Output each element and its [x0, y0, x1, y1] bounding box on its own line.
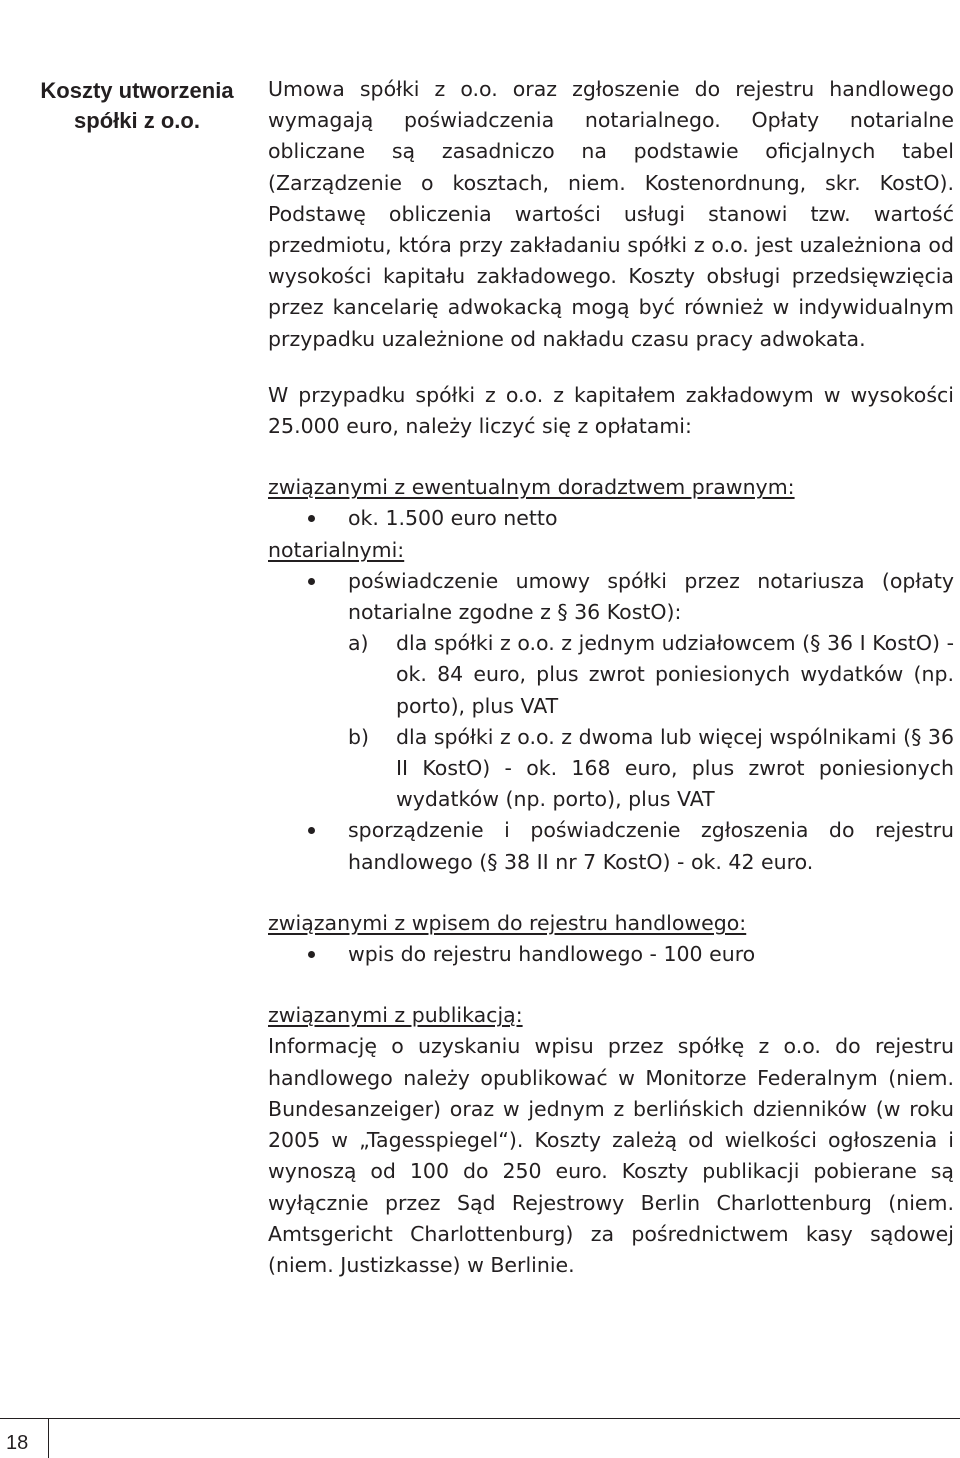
section-heading	[24, 76, 250, 136]
legal-advice-heading: związanymi z ewentualnym doradztwem prawnym:	[268, 475, 795, 500]
sub-b-text: dla spółki z o.o. z dwoma lub więcej wspólnikami (§ 36 II KostO) - ok. 168 euro, plus zwrot poniesionych wydatków (np. porto), plus VAT	[396, 724, 954, 812]
registry-heading: związanymi z wpisem do rejestru handlowego:	[268, 910, 747, 935]
main-text	[268, 74, 954, 1281]
section-heading-line2: spółki z o.o.	[74, 108, 200, 133]
footer-separator	[48, 1418, 49, 1458]
capital-note: W przypadku spółki z o.o. z kapitałem zakładowym w wysokości 25.000 euro, należy liczyć się z opłatami:	[268, 382, 954, 439]
footer-rule	[0, 1418, 960, 1419]
notarial-sub-b	[268, 722, 954, 816]
sub-a-letter: a)	[348, 631, 369, 656]
sub-b-letter: b)	[348, 724, 370, 749]
notarial-heading: notarialnymi:	[268, 537, 405, 562]
sub-a-text: dla spółki z o.o. z jednym udziałowcem (§ 36 I KostO) - ok. 84 euro, plus zwrot poniesionych wydatków (np. porto), plus VAT	[396, 631, 954, 718]
legal-advice-item: ok. 1.500 euro netto	[268, 503, 954, 534]
publication-heading: związanymi z publikacją:	[268, 1003, 523, 1028]
section-heading-line1: Koszty utworzenia	[40, 78, 234, 103]
page-number: 18	[6, 1432, 29, 1454]
registry-item: wpis do rejestru handlowego - 100 euro	[268, 939, 954, 970]
notarial-sub-a	[268, 628, 954, 722]
notarial-item-contract: poświadczenie umowy spółki przez notariusza (opłaty notarialne zgodne z § 36 KostO):	[268, 566, 954, 628]
notarial-item-registration: sporządzenie i poświadczenie zgłoszenia do rejestru handlowego (§ 38 II nr 7 KostO) - ok. 42 euro.	[268, 815, 954, 877]
publication-text: Informację o uzyskaniu wpisu przez spółkę z o.o. do rejestru handlowego należy opublikować w Monitorze Federalnym (niem. Bundesanzeiger) oraz w jednym z berlińskich dzienników (w roku 2005 w „Tagesspiegel“). Koszty zależą od wielkości ogłoszenia i wynoszą od 100 do 250 euro. Koszty publikacji pobierane są wyłącznie przez Sąd Rejestrowy Berlin Charlottenburg (niem. Amtsgericht Charlottenburg) za pośrednictwem kasy sądowej (niem. Justizkasse) w Berlinie.	[268, 1034, 954, 1277]
intro-paragraph: Umowa spółki z o.o. oraz zgłoszenie do rejestru handlowego wymagają poświadczenia notarialnego. Opłaty notarialne obliczane są zasadniczo na podstawie oficjalnych tabel (Zarządzenie o kosztach, niem. Kostenordnung, skr. KostO). Podstawę obliczenia wartości usługi stanowi tzw. wartość przedmiotu, która przy zakładaniu spółki z o.o. jest uzależniona od wysokości kapitału zakładowego. Koszty obsługi przedsięwzięcia przez kancelarię adwokacką mogą być również w indywidualnym przypadku uzależnione od nakładu czasu pracy adwokata.	[268, 77, 954, 351]
